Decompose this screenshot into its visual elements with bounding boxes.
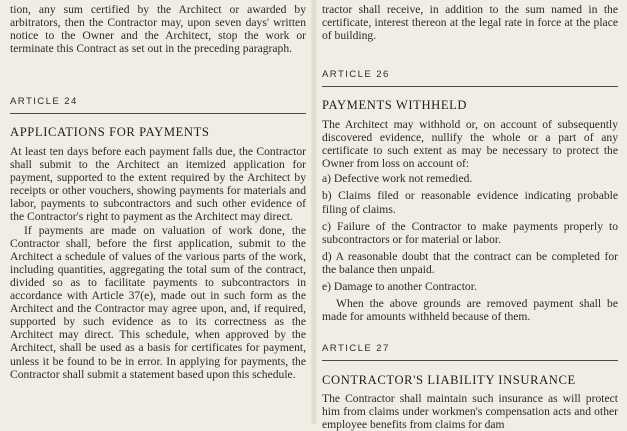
article-27-heading: CONTRACTOR'S LIABILITY INSURANCE	[322, 373, 576, 387]
continued-paragraph-left	[10, 3, 306, 55]
right-top-paragraph: tractor shall receive, in addition to the sum named in the certificate, interest thereon at the legal rate in force at the place of building.	[322, 3, 618, 43]
page-gutter	[311, 0, 317, 424]
article-27-body	[322, 392, 618, 431]
list-item: b) Claims filed or reasonable evidence indicating probable filing of claims.	[322, 189, 618, 216]
list-item: a) Defective work not remedied.	[322, 172, 473, 186]
article-24-body	[10, 145, 306, 381]
article-24-paragraph-2: If payments are made on valuation of work done, the Contractor shall, before the first application, submit to the Architect a schedule of values of the various parts of the work, including quantities, aggregating the total sum of the contract, divided so as to facilitate payments to subcontractors in accordance with Article 37(e), made out in such form as the Architect and the Contractor may agree upon, and, if required, supported by such evidence as to its correctness as the Architect may direct. This schedule, when approved by the Architect, shall be used as a basis for certificates for payment, unless it be found to be in error. In applying for payments, the Contractor shall submit a statement based upon this schedule.	[10, 223, 306, 381]
article-24-heading: APPLICATIONS FOR PAYMENTS	[10, 125, 210, 139]
withheld-reasons-list	[322, 172, 618, 293]
left-top-paragraph: tion, any sum certified by the Architect or awarded by arbitrators, then the Contractor may, upon seven days' written notice to the Owner and the Architect, stop the work or terminate this Contract as set out in the preceding paragraph.	[10, 3, 306, 56]
list-item: d) A reasonable doubt that the contract can be completed for the balance then unpaid.	[322, 249, 618, 276]
article-24-paragraph-1: At least ten days before each payment falls due, the Contractor shall submit to the Architect an itemized application for payment, supported to the extent required by the Architect by receipts or other vouchers, showing payments for materials and labor, payments to subcontractors and such other evidence of the Contractor's right to payment as the Architect may direct.	[10, 145, 306, 224]
article-27-text: The Contractor shall maintain such insurance as will protect him from claims under workmen's compensation acts and other employee benefits from claims for dam	[322, 392, 618, 431]
continued-paragraph-right	[322, 3, 618, 42]
article-24-rule	[10, 113, 306, 114]
article-27-rule	[322, 360, 618, 361]
article-26-rule	[322, 86, 618, 87]
article-26-heading: PAYMENTS WITHHELD	[322, 98, 468, 112]
list-item: c) Failure of the Contractor to make payments properly to subcontractors or for material or labor.	[322, 219, 618, 246]
article-26-label: ARTICLE 26	[322, 69, 390, 80]
article-26-closing: When the above grounds are removed payment shall be made for amounts withheld because of them.	[322, 297, 618, 324]
list-item: e) Damage to another Contractor.	[322, 280, 477, 294]
article-26-intro: The Architect may withhold or, on account of subsequently discovered evidence, nullify the whole or a part of any certificate to such extent as may be necessary to protect the Owner from loss on account of:	[322, 118, 618, 171]
article-27-label: ARTICLE 27	[322, 343, 390, 354]
article-26-body	[322, 118, 618, 323]
article-24-label: ARTICLE 24	[10, 96, 78, 107]
